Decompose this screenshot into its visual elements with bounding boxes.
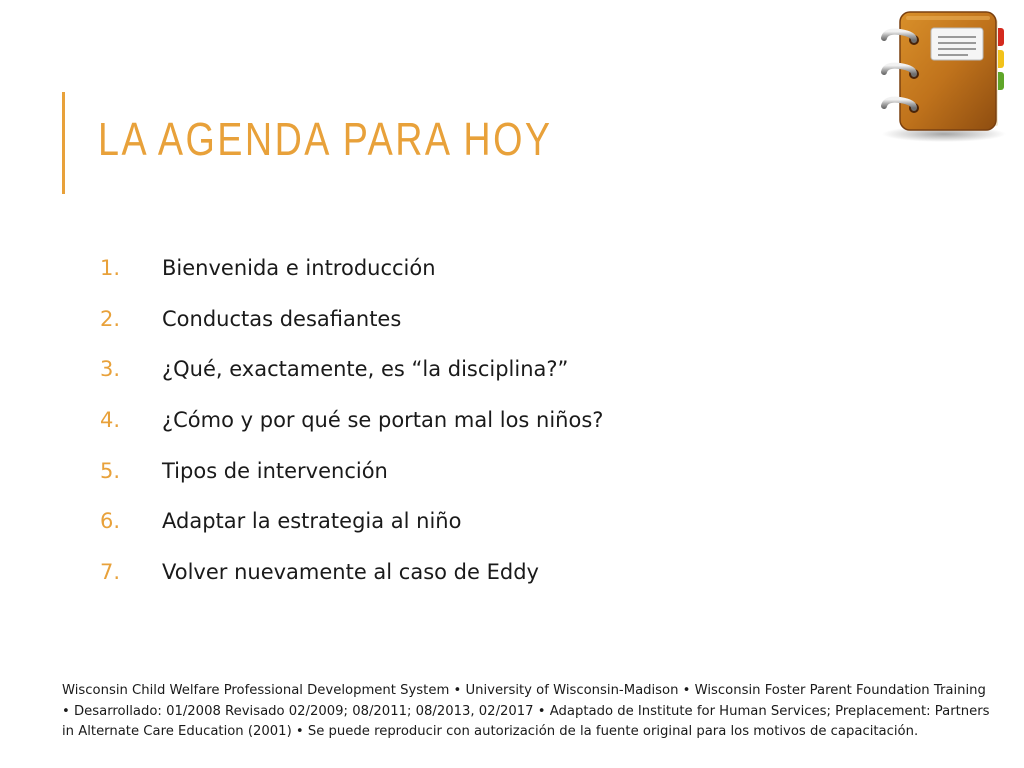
agenda-item-text: Volver nuevamente al caso de Eddy [162, 560, 539, 585]
agenda-item-number: 5. [100, 458, 121, 483]
agenda-item-text: Adaptar la estrategia al niño [162, 509, 462, 534]
slide-title: LA AGENDA PARA HOY [98, 113, 553, 165]
agenda-item [100, 307, 603, 358]
agenda-item-number: 2. [100, 306, 121, 331]
agenda-item-text: Bienvenida e introducción [162, 256, 436, 280]
agenda-list [100, 256, 603, 611]
agenda-item-number: 4. [100, 408, 121, 433]
agenda-item-number: 7. [100, 560, 121, 585]
agenda-item-text: Conductas desafiantes [162, 306, 402, 331]
agenda-item-text: Tipos de intervención [162, 458, 388, 483]
agenda-item [100, 357, 603, 408]
agenda-item-text: ¿Qué, exactamente, es “la disciplina?” [162, 357, 569, 382]
agenda-item [100, 459, 603, 510]
agenda-item [100, 560, 603, 611]
agenda-item-number: 3. [100, 357, 121, 382]
agenda-item-number: 1. [100, 256, 121, 280]
agenda-item [100, 256, 603, 307]
notebook-icon [876, 8, 1008, 144]
title-accent-bar [62, 92, 65, 194]
agenda-item-text: ¿Cómo y por qué se portan mal los niños? [162, 408, 604, 433]
agenda-item-number: 6. [100, 509, 121, 534]
agenda-item [100, 408, 603, 459]
footer-credit: Wisconsin Child Welfare Professional Development System • University of Wisconsin-Madison • Wisconsin Foster Parent Foundation Training • Desarrollado: 01/2008 Revisado 02/2009; 08/2011; 08/2013, 02/2017 • Adaptado de Institute for Human Services; Preplacement: Partners in Alternate Care Education (2001) • Se puede reproducir con autorización de la fuente original para los motivos de capacitación. [62, 683, 990, 739]
agenda-item [100, 509, 603, 560]
